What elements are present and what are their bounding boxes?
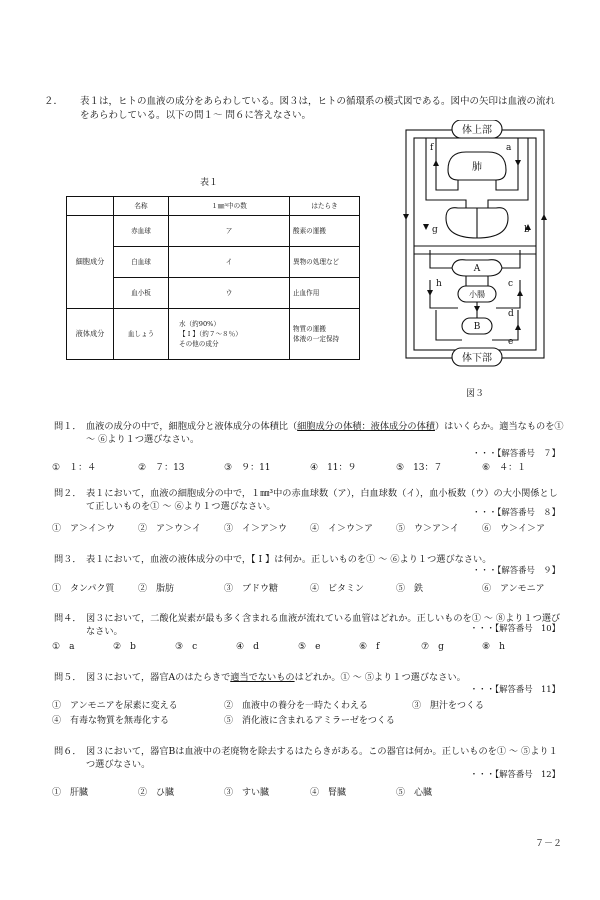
option[interactable]: ④ d xyxy=(236,642,259,652)
option[interactable]: ⑤ 13：７ xyxy=(396,463,443,473)
flow-arrows xyxy=(403,160,547,330)
header-count: １㎜³中の数 xyxy=(169,197,290,216)
component-count: ア xyxy=(169,216,290,247)
vessel-label-h: h xyxy=(436,279,442,289)
option[interactable]: ② 脂肪 xyxy=(138,584,175,594)
option[interactable]: ③ ９：11 xyxy=(224,463,271,473)
group-cell: 液体成分 xyxy=(67,309,114,360)
upper-body-label: 体上部 xyxy=(462,125,492,136)
question-text: 表１において，血液の細胞成分の中で，１㎜³中の赤血球数（ア），白血球数（イ），血小板数（ウ）の大小関係として正しいものを① ～ ⑥より１つ選びなさい。 xyxy=(86,488,558,512)
lung-label: 肺 xyxy=(472,162,482,173)
option[interactable]: ③ すい臓 xyxy=(224,788,270,798)
option[interactable]: ③ c xyxy=(175,642,198,652)
intestine-label: 小腸 xyxy=(469,290,485,299)
option[interactable]: ⑤ 消化液に含まれるアミラーゼをつくる xyxy=(224,716,395,726)
option[interactable]: ① ア＞イ＞ウ xyxy=(52,524,116,534)
question-text-part: 血液の成分の中で，細胞成分と液体成分の体積比（ xyxy=(86,421,298,432)
component-role: 酸素の運搬 xyxy=(290,216,360,247)
organ-b-label: B xyxy=(473,322,481,332)
question-text-part: 図３において，器官Aのはたらきで xyxy=(86,672,231,683)
answer-number: ・・・【解答番号 ７】 xyxy=(472,448,560,458)
option[interactable]: ① 肝臓 xyxy=(52,788,89,798)
question-number: 問４． xyxy=(54,613,82,624)
vessel-label-e: e xyxy=(508,337,514,347)
question-text: 表１において，血液の液体成分の中で，【 Ⅰ 】は何か。正しいものを① ～ ⑥より１つ選びなさい。 xyxy=(86,554,492,565)
component-name: 血小板 xyxy=(114,278,169,309)
vessel-label-c: c xyxy=(508,279,514,289)
option[interactable]: ④ 腎臓 xyxy=(310,788,347,798)
option[interactable]: ② ひ臓 xyxy=(138,788,175,798)
answer-number: ・・・【解答番号 ８】 xyxy=(472,507,560,517)
figure-caption: 図３ xyxy=(466,389,485,399)
intro xyxy=(44,95,562,123)
intro-text: 表１は，ヒトの血液の成分をあらわしている。図３は，ヒトの循環系の模式図である。図中の矢印は血液の流れをあらわしている。以下の問１～ 問６に答えなさい。 xyxy=(80,96,556,121)
option[interactable]: ③ 胆汁をつくる xyxy=(412,701,485,711)
option[interactable]: ⑤ ウ＞ア＞イ xyxy=(396,524,460,534)
count-line: 水（約90%） xyxy=(179,320,221,328)
answer-number: ・・・【解答番号 10】 xyxy=(469,623,560,633)
option[interactable]: ① a xyxy=(52,642,75,652)
question-1 xyxy=(54,420,564,446)
component-count: ウ xyxy=(169,278,290,309)
question-text: 図３において，器官Bは血液中の老廃物を除去するはたらきがある。この器官は何か。正しいものを① ～ ⑤より１つ選びなさい。 xyxy=(86,746,558,770)
table-header-row xyxy=(67,197,360,216)
component-name: 白血球 xyxy=(114,247,169,278)
option[interactable]: ④ イ＞ウ＞ア xyxy=(310,524,374,534)
role-line: 物質の運搬 xyxy=(293,325,326,333)
table-row xyxy=(67,216,360,247)
option[interactable]: ④ ビタミン xyxy=(310,584,365,594)
header-role: はたらき xyxy=(290,197,360,216)
question-text-part: はどれか。① ～ ⑤より１つ選びなさい。 xyxy=(294,672,466,683)
component-count: イ xyxy=(169,247,290,278)
vessel-label-d: d xyxy=(508,309,514,319)
answer-number: ・・・【解答番号 12】 xyxy=(469,769,560,779)
option[interactable]: ⑥ ４：１ xyxy=(482,463,527,473)
option[interactable]: ⑦ g xyxy=(421,642,444,652)
count-line: 【 Ⅰ 】（約７～８％） xyxy=(179,330,242,338)
option[interactable]: ② 血液中の養分を一時たくわえる xyxy=(224,701,369,711)
option[interactable]: ⑥ アンモニア xyxy=(482,584,545,594)
component-role xyxy=(290,309,360,360)
option[interactable]: ④ 11：９ xyxy=(310,463,357,473)
table-corner xyxy=(67,197,114,216)
option[interactable]: ② ７：13 xyxy=(138,463,185,473)
option[interactable]: ⑥ f xyxy=(359,642,380,652)
component-role: 止血作用 xyxy=(290,278,360,309)
component-role: 異物の処理など xyxy=(290,247,360,278)
component-name: 赤血球 xyxy=(114,216,169,247)
vessel-label-a: a xyxy=(506,143,512,153)
vessel-label-b: b xyxy=(524,225,530,235)
option[interactable]: ⑤ 鉄 xyxy=(396,584,424,594)
table-row xyxy=(67,309,360,360)
answer-number: ・・・【解答番号 ９】 xyxy=(472,565,560,575)
option[interactable]: ① タンパク質 xyxy=(52,584,115,594)
option[interactable]: ⑤ 心臓 xyxy=(396,788,433,798)
question-number: 問１． xyxy=(54,421,82,432)
underlined-term: 適当でないもの xyxy=(230,672,295,683)
table-caption: 表１ xyxy=(200,178,219,188)
circulation-diagram xyxy=(396,120,554,370)
header-name: 名称 xyxy=(114,197,169,216)
option[interactable]: ③ イ＞ア＞ウ xyxy=(224,524,288,534)
option[interactable]: ① アンモニアを尿素に変える xyxy=(52,701,178,711)
option[interactable]: ③ ブドウ糖 xyxy=(224,584,279,594)
question-text: 図３において，二酸化炭素が最も多く含まれる血液が流れている血管はどれか。正しいものを① ～ ⑧より１つ選びなさい。 xyxy=(86,613,561,637)
question-number: 問３． xyxy=(54,554,82,565)
lower-body-label: 体下部 xyxy=(462,353,492,364)
options-q5 xyxy=(52,700,572,730)
option[interactable]: ⑤ e xyxy=(298,642,321,652)
organ-a-label: A xyxy=(473,264,481,274)
component-name: 血しょう xyxy=(114,309,169,360)
underlined-term: 細胞成分の体積：液体成分の体積 xyxy=(297,421,435,432)
count-line: その他の成分 xyxy=(179,340,219,348)
component-count xyxy=(169,309,290,360)
vessel-label-g: g xyxy=(432,225,438,235)
question-text-part: ）はいくらか。適当なものを① ～ ⑥より１つ選びなさい。 xyxy=(86,421,564,445)
page-number: ７－２ xyxy=(535,839,563,849)
option[interactable]: ⑥ ウ＞イ＞ア xyxy=(482,524,546,534)
role-line: 体液の一定保持 xyxy=(293,335,340,343)
question-number: 問５． xyxy=(54,672,82,683)
blood-components-table xyxy=(66,196,360,360)
group-cell: 細胞成分 xyxy=(67,216,114,309)
option[interactable]: ⑧ h xyxy=(482,642,505,652)
vessel-label-f: f xyxy=(430,143,434,153)
option[interactable]: ② b xyxy=(113,642,136,652)
problem-number: ２． xyxy=(44,96,64,107)
question-number: 問２． xyxy=(54,488,82,499)
answer-number: ・・・【解答番号 11】 xyxy=(469,684,560,694)
option[interactable]: ② ア＞ウ＞イ xyxy=(138,524,202,534)
question-number: 問６． xyxy=(54,746,82,757)
option[interactable]: ④ 有毒な物質を無毒化する xyxy=(52,716,170,726)
option[interactable]: ① １：４ xyxy=(52,463,97,473)
question-text xyxy=(86,420,564,446)
